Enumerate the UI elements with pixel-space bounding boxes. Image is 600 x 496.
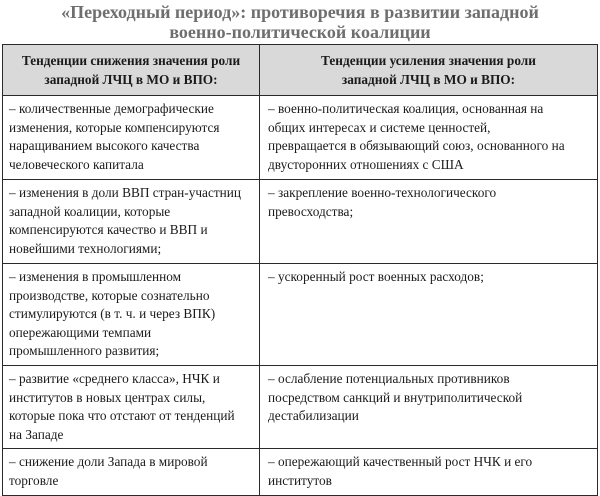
header-decline-trends: Тенденции снижения значения роли западной ЛЧЦ в МО и ВПО:	[3, 45, 260, 96]
table-row	[3, 449, 598, 495]
growth-cell	[260, 365, 598, 448]
growth-cell	[260, 449, 598, 495]
decline-cell	[3, 96, 260, 180]
decline-cell	[3, 365, 260, 448]
comparison-table	[2, 44, 598, 496]
cell-text: – военно-политическая коалиция, основанная на общих интересах и системе ценностей, превращается в обязывающий союз, основанного на двусторонних отношениях с США	[268, 101, 565, 172]
document-title: «Переходный период»: противоречия в развитии западной военно-политической коалиции	[61, 2, 539, 42]
cell-text: – ускоренный рост военных расходов;	[268, 269, 484, 284]
growth-cell	[260, 180, 598, 264]
growth-cell	[260, 96, 598, 180]
header-growth-trends: Тенденции усиления значения роли западной ЛЧЦ в МО и ВПО:	[260, 45, 598, 96]
table-row	[3, 264, 598, 366]
cell-text: – закрепление военно-технологического превосходства;	[268, 185, 497, 219]
table-row	[3, 96, 598, 180]
cell-text: – изменения в промышленном производстве, которые сознательно стимулируются (в т. ч. и через ВПК) опережающими темпами промышленного развития;	[9, 269, 216, 359]
table-header-row	[3, 45, 598, 96]
cell-text: – изменения в доли ВВП стран-участниц западной коалиции, которые компенсируются качество и ВВП и новейшими технологиями;	[9, 185, 242, 256]
decline-cell	[3, 180, 260, 264]
cell-text: – развитие «среднего класса», НЧК и институтов в новых центрах силы, которые пока что отстают от тенденций на Западе	[9, 370, 235, 442]
cell-text: – опережающий качественный рост НЧК и его институтов	[268, 454, 533, 488]
cell-text: – снижение доли Запада в мировой торговле	[9, 454, 208, 488]
table-row	[3, 365, 598, 448]
table-row	[3, 180, 598, 264]
growth-cell	[260, 264, 598, 366]
cell-text: – количественные демографические изменения, которые компенсируются наращиванием высокого качества человеческого капитала	[9, 101, 220, 172]
decline-cell	[3, 264, 260, 366]
decline-cell	[3, 449, 260, 495]
cell-text: – ослабление потенциальных противников посредством санкций и внутриполитической дестабилизации	[268, 370, 523, 424]
